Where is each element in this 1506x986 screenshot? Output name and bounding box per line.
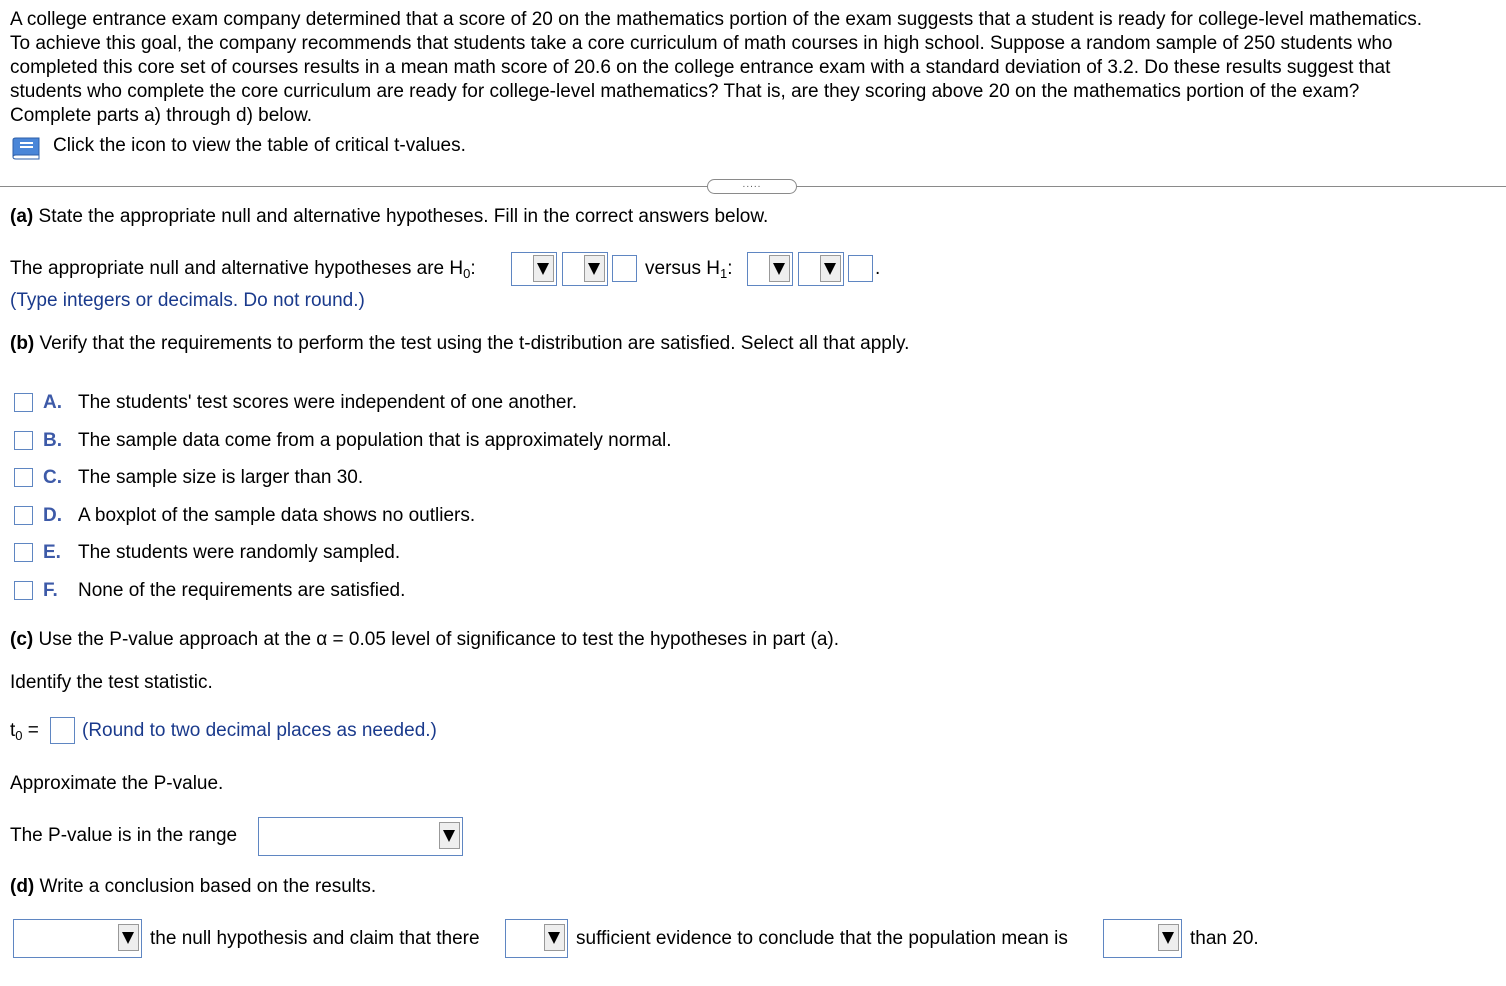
chevron-down-icon xyxy=(544,924,565,951)
chevron-down-icon xyxy=(820,255,841,282)
option-a-text[interactable]: The students' test scores were independent of one another. xyxy=(78,392,578,413)
intro-line: Complete parts a) through d) below. xyxy=(10,105,313,126)
hypotheses-period: . xyxy=(875,258,881,279)
versus-text: versus H xyxy=(645,258,720,279)
test-statistic-input[interactable] xyxy=(50,717,75,744)
part-a-prompt-text: State the appropriate null and alternative hypotheses. Fill in the correct answers below. xyxy=(38,206,769,227)
h1-operator-dropdown[interactable] xyxy=(798,252,844,286)
intro-line: A college entrance exam company determined that a score of 20 on the mathematics portion of the exam suggests that a student is ready for college-level mathematics. xyxy=(10,9,1423,30)
checkbox-option-f[interactable] xyxy=(14,581,33,600)
conclusion-text-3: than 20. xyxy=(1190,928,1259,949)
versus-h1-label xyxy=(645,258,732,281)
part-c-label: (c) xyxy=(10,629,34,650)
part-b-label: (b) xyxy=(10,333,35,354)
identify-statistic-text: Identify the test statistic. xyxy=(10,672,213,693)
h0-parameter-dropdown[interactable] xyxy=(511,252,557,286)
part-a-label: (a) xyxy=(10,206,34,227)
book-icon[interactable] xyxy=(10,135,44,161)
evidence-dropdown[interactable] xyxy=(505,919,568,958)
intro-line: students who complete the core curriculum are ready for college-level mathematics? That is, are they scoring above 20 on the mathematics portion of the exam? xyxy=(10,81,1360,102)
pvalue-range-dropdown[interactable] xyxy=(258,817,463,856)
h0-subscript: 0 xyxy=(463,266,471,281)
conclusion-text-2: sufficient evidence to conclude that the population mean is xyxy=(576,928,1068,949)
h0-colon: : xyxy=(470,258,476,279)
conclusion-text-1: the null hypothesis and claim that there xyxy=(150,928,480,949)
t-symbol: t xyxy=(10,720,16,741)
part-a-prompt xyxy=(10,206,768,228)
option-f-text[interactable]: None of the requirements are satisfied. xyxy=(78,580,406,601)
equals-sign: = xyxy=(27,720,39,741)
test-statistic-label xyxy=(10,720,39,743)
checkbox-option-a[interactable] xyxy=(14,393,33,412)
checkbox-option-e[interactable] xyxy=(14,543,33,562)
h0-operator-dropdown[interactable] xyxy=(562,252,608,286)
round-hint: (Round to two decimal places as needed.) xyxy=(82,720,437,741)
hypotheses-prefix xyxy=(10,258,476,281)
direction-dropdown[interactable] xyxy=(1103,919,1182,958)
chevron-down-icon xyxy=(533,255,554,282)
h0-value-input[interactable] xyxy=(612,255,637,282)
intro-line: completed this core set of courses results in a mean math score of 20.6 on the college entrance exam with a standard deviation of 3.2. Do these results suggest that xyxy=(10,57,1391,78)
option-c-letter[interactable]: C. xyxy=(43,467,62,488)
part-d-prompt xyxy=(10,876,376,898)
expand-handle[interactable]: ..... xyxy=(707,179,797,194)
part-d-label: (d) xyxy=(10,876,35,897)
table-link-text[interactable]: Click the icon to view the table of critical t-values. xyxy=(53,135,466,156)
h1-parameter-dropdown[interactable] xyxy=(747,252,793,286)
option-b-letter[interactable]: B. xyxy=(43,430,62,451)
part-c-prompt xyxy=(10,629,839,651)
pvalue-range-label: The P-value is in the range xyxy=(10,825,238,846)
checkbox-option-b[interactable] xyxy=(14,431,33,450)
option-e-text[interactable]: The students were randomly sampled. xyxy=(78,542,401,563)
chevron-down-icon xyxy=(439,822,460,849)
chevron-down-icon xyxy=(118,924,139,951)
option-b-text[interactable]: The sample data come from a population that is approximately normal. xyxy=(78,430,672,451)
h1-subscript: 1 xyxy=(719,266,728,281)
chevron-down-icon xyxy=(1158,924,1179,951)
option-e-letter[interactable]: E. xyxy=(43,542,61,563)
part-a-hint: (Type integers or decimals. Do not round.) xyxy=(10,290,365,311)
part-d-prompt-text: Write a conclusion based on the results. xyxy=(39,876,377,897)
hypotheses-label: The appropriate null and alternative hypotheses are H xyxy=(10,258,464,279)
chevron-down-icon xyxy=(584,255,605,282)
part-b-prompt xyxy=(10,333,909,355)
problem-statement xyxy=(10,8,1500,128)
option-d-letter[interactable]: D. xyxy=(43,505,62,526)
part-b-prompt-text: Verify that the requirements to perform the test using the t-distribution are satisfied. Select all that apply. xyxy=(39,333,910,354)
option-f-letter[interactable]: F. xyxy=(43,580,58,601)
part-c-prompt-text: Use the P-value approach at the α = 0.05 level of significance to test the hypotheses in part (a). xyxy=(38,629,839,650)
option-c-text[interactable]: The sample size is larger than 30. xyxy=(78,467,364,488)
decision-dropdown[interactable] xyxy=(13,919,142,958)
approximate-pvalue-text: Approximate the P-value. xyxy=(10,773,224,794)
chevron-down-icon xyxy=(769,255,790,282)
h1-colon: : xyxy=(727,258,733,279)
h1-value-input[interactable] xyxy=(848,255,873,282)
intro-line: To achieve this goal, the company recommends that students take a core curriculum of math courses in high school. Suppose a random sample of 250 students who xyxy=(10,33,1393,54)
option-a-letter[interactable]: A. xyxy=(43,392,62,413)
option-d-text[interactable]: A boxplot of the sample data shows no outliers. xyxy=(78,505,476,526)
checkbox-option-c[interactable] xyxy=(14,468,33,487)
checkbox-option-d[interactable] xyxy=(14,506,33,525)
t-subscript: 0 xyxy=(15,728,23,743)
